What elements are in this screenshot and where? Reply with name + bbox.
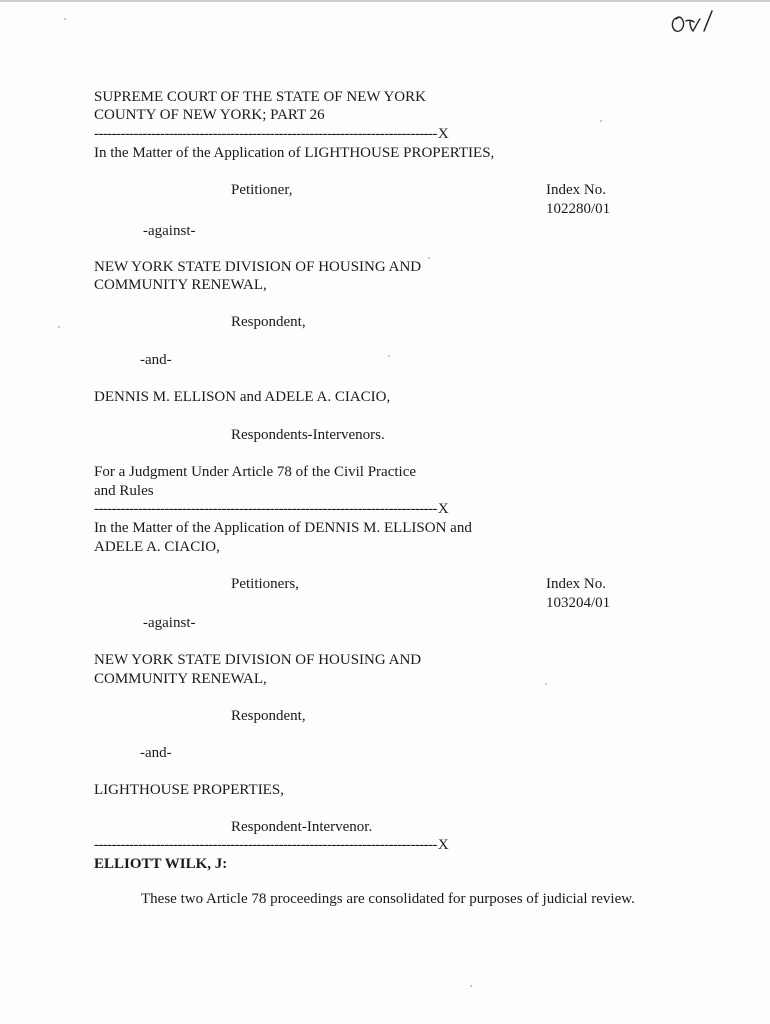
against-label: -against- xyxy=(143,615,196,631)
intervenors-role: Respondents-Intervenors. xyxy=(231,427,385,443)
intervenors-names: DENNIS M. ELLISON and ADELE A. CIACIO, xyxy=(94,389,391,405)
separator-x: X xyxy=(437,126,449,142)
and-label: -and- xyxy=(140,352,172,368)
page-top-edge xyxy=(0,0,770,2)
matter-line: In the Matter of the Application of DENNIS M. ELLISON and xyxy=(94,520,472,536)
matter-line-cont: ADELE A. CIACIO, xyxy=(94,539,220,555)
judge-name: ELLIOTT WILK, J: xyxy=(94,856,228,872)
judgment-line-cont: and Rules xyxy=(94,483,154,499)
respondent-name-cont: COMMUNITY RENEWAL, xyxy=(94,277,267,293)
index-label: Index No. xyxy=(546,182,606,198)
against-label: -against- xyxy=(143,223,196,239)
respondent-role: Respondent, xyxy=(231,314,306,330)
respondent-name: NEW YORK STATE DIVISION OF HOUSING AND xyxy=(94,652,422,668)
scan-speck xyxy=(600,120,602,122)
respondent-role: Respondent, xyxy=(231,708,306,724)
court-county-part: COUNTY OF NEW YORK; PART 26 xyxy=(94,107,325,123)
scan-speck xyxy=(428,257,430,259)
petitioner-role: Petitioner, xyxy=(231,182,293,198)
index-number: 103204/01 xyxy=(546,595,611,611)
petitioner-role: Petitioners, xyxy=(231,576,299,592)
caption-separator: ------------------------------------------------------------------------------X xyxy=(94,837,449,853)
index-number: 102280/01 xyxy=(546,201,611,217)
separator-x: X xyxy=(437,837,449,853)
judgment-line: For a Judgment Under Article 78 of the Civil Practice xyxy=(94,464,417,480)
scan-speck xyxy=(58,326,60,328)
scan-speck xyxy=(64,18,66,20)
scan-speck xyxy=(388,355,390,357)
separator-x: X xyxy=(437,501,449,517)
handwritten-annotation xyxy=(664,4,724,38)
matter-line: In the Matter of the Application of LIGHTHOUSE PROPERTIES, xyxy=(94,145,495,161)
scan-speck xyxy=(470,985,472,987)
caption-separator: ------------------------------------------------------------------------------X xyxy=(94,126,449,142)
opening-paragraph: These two Article 78 proceedings are consolidated for purposes of judicial review. xyxy=(141,891,635,907)
index-label: Index No. xyxy=(546,576,606,592)
court-name: SUPREME COURT OF THE STATE OF NEW YORK xyxy=(94,89,426,105)
respondent-name: NEW YORK STATE DIVISION OF HOUSING AND xyxy=(94,259,422,275)
intervenor-name: LIGHTHOUSE PROPERTIES, xyxy=(94,782,284,798)
caption-separator: ------------------------------------------------------------------------------X xyxy=(94,501,449,517)
scan-speck xyxy=(545,683,547,685)
and-label: -and- xyxy=(140,745,172,761)
intervenor-role: Respondent-Intervenor. xyxy=(231,819,373,835)
respondent-name-cont: COMMUNITY RENEWAL, xyxy=(94,671,267,687)
